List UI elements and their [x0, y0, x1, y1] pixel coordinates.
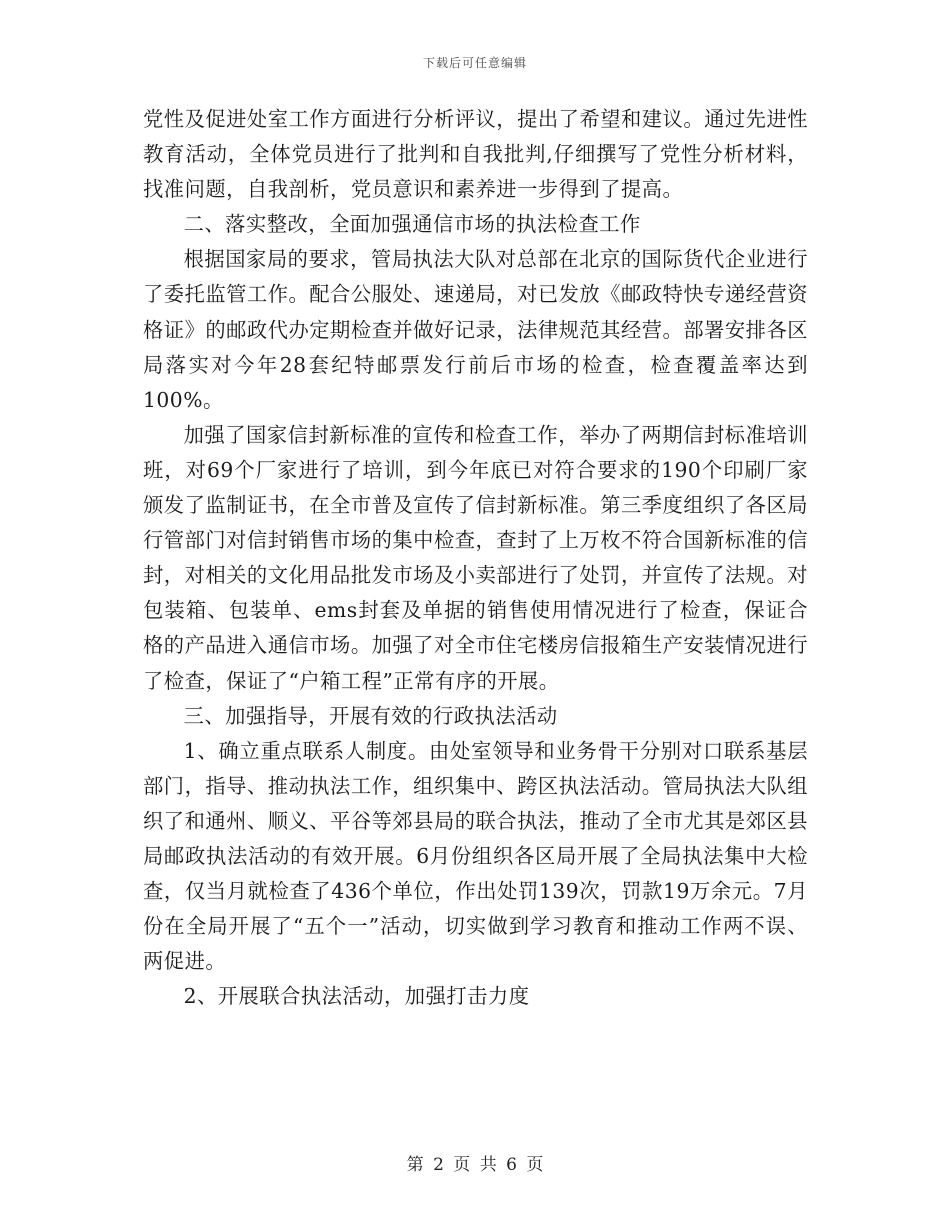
document-body — [143, 102, 808, 1014]
paragraph-contact-system: 1、确立重点联系人制度。由处室领导和业务骨干分别对口联系基层部门，指导、推动执法工作，组织集中、跨区执法活动。管局执法大队组织了和通州、顺义、平谷等郊县局的联合执法，推动了全市尤其是郊区县局邮政执法活动的有效开展。6月份组织各区局开展了全局执法集中大检查，仅当月就检查了436个单位，作出处罚139次，罚款19万余元。7月份在全局开展了“五个一”活动，切实做到学习教育和推动工作两不误、两促进。 — [143, 738, 809, 974]
paragraph-continued: 党性及促进处室工作方面进行分析评议，提出了希望和建议。通过先进性教育活动，全体党员进行了批判和自我批判,仔细撰写了党性分析材料，找准问题，自我剖析，党员意识和素养进一步得到了提高。 — [143, 107, 809, 202]
paragraph-joint-enforcement: 2、开展联合执法活动，加强打击力度 — [183, 984, 530, 1009]
page-header-note: 下载后可任意编辑 — [422, 56, 527, 70]
section-heading-3: 三、加强指导，开展有效的行政执法活动 — [183, 703, 558, 728]
page-number: 第 2 页 共 6 页 — [406, 1155, 544, 1175]
paragraph-envelope: 加强了国家信封新标准的宣传和检查工作，举办了两期信封标准培训班，对69个厂家进行了培训，到今年底已对符合要求的190个印刷厂家颁发了监制证书，在全市普及宣传了信封新标准。第三季度组织了各区局行管部门对信封销售市场的集中检查，查封了上万枚不符合国新标准的信封，对相关的文化用品批发市场及小卖部进行了处罚，并宣传了法规。对包装箱、包装单、ems封套及单据的销售使用情况进行了检查，保证合格的产品进入通信市场。加强了对全市住宅楼房信报箱生产安装情况进行了检查，保证了“户箱工程”正常有序的开展。 — [143, 422, 809, 693]
paragraph-supervision: 根据国家局的要求，管局执法大队对总部在北京的国际货代企业进行了委托监管工作。配合公服处、速递局，对已发放《邮政特快专递经营资格证》的邮政代办定期检查并做好记录，法律规范其经营。部署安排各区局落实对今年28套纪特邮票发行前后市场的检查，检查覆盖率达到100%。 — [143, 247, 809, 412]
section-heading-2: 二、落实整改，全面加强通信市场的执法检查工作 — [183, 212, 641, 237]
